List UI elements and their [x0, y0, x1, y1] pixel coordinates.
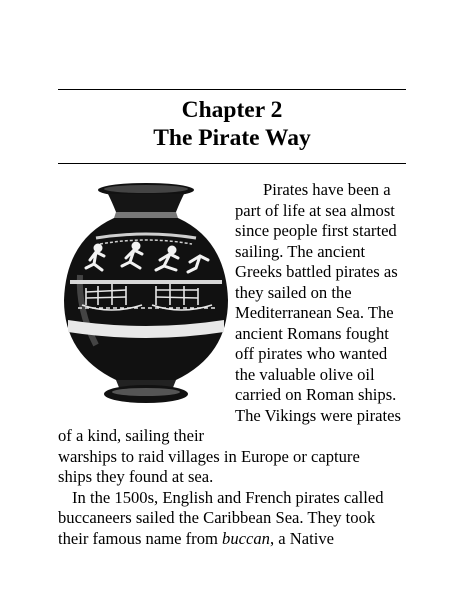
text-line: they sailed on the [235, 282, 352, 302]
text-line: of a kind, sailing their [58, 426, 205, 445]
paragraph-2 [58, 488, 408, 550]
text-line: The Vikings were pirates [235, 405, 401, 425]
text-line: off pirates who wanted [235, 344, 388, 363]
chapter-number: Chapter 2 [181, 97, 283, 123]
text-line: carried on Roman ships. [235, 385, 397, 404]
text-line: ships they found at sea. [58, 467, 214, 486]
chapter-title: The Pirate Way [153, 125, 311, 151]
text-line: buccaneers sailed the Caribbean Sea. They took [58, 508, 376, 527]
text-line: Pirates have been a [263, 180, 391, 199]
text-line: ancient Romans fought [235, 323, 389, 343]
text-line: part of life at sea almost [235, 200, 395, 220]
greek-vase-icon [56, 180, 232, 420]
text-line: Mediterranean Sea. The [235, 303, 394, 322]
text-line: Greeks battled pirates as [235, 262, 398, 281]
text-line [58, 529, 334, 548]
bottom-rule [58, 163, 406, 164]
text-line: sailing. The ancient [235, 241, 366, 261]
italic-term: buccan [222, 528, 270, 548]
text-segment: their famous name from [58, 528, 223, 548]
text-segment: , a Native [269, 528, 335, 548]
text-line: since people first started [235, 221, 397, 240]
text-line: the valuable olive oil [235, 364, 375, 384]
chapter-heading [58, 96, 406, 152]
top-rule [58, 89, 406, 90]
text-line: In the 1500s, English and French pirates called [72, 487, 384, 507]
text-line: warships to raid villages in Europe or capture [58, 446, 360, 466]
body-text [58, 180, 408, 549]
